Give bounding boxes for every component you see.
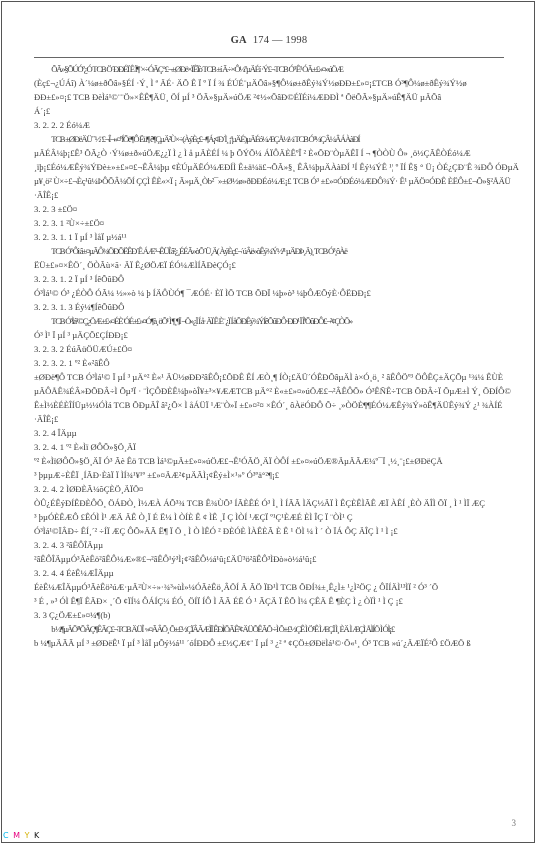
text-line: Ó³Ìá¹©ÏÂÐ÷ ÊÍ¸´² ÷ÍÏ ÆÇ ÔÕ»ÄÃ Ë¶ Ï Ö ¸ Ì Ò ÌÊÓ ² ÐÈÓÈ ÌÀÊÈÃ È Ê ¹ ÖÌ ¼ Ì ´ Ò ÏÁ ÔÇ ÄÎÇ Ì ¹ Ì ¡£ bbox=[34, 526, 398, 536]
section-heading: 3. 2. 3 ±£Ö¤ bbox=[34, 204, 78, 214]
text-line: ÕÃ»§ÕÚÓº¿Ó TCB Ö´ÐÐÉÏ Ê Ï¶¨×÷ÓÃÇ°£¬±ØÐë×ÏÊÏò TCB ±í Ã÷×Ô¼ºµÄÉí ·Ý£¬TCB Ó³ Ê¹ ÓÃ±£»¤»úÖÆ bbox=[51, 64, 343, 74]
print-mark-cyan: C bbox=[3, 831, 10, 840]
text-line: µÄÔÅÊ¾ÉÂ»ÐÕÐÂ÷Ì Õµ³Ï · ¨ÌÇÔÐÈÊ¼þ»òÎ¥±³×¥ÆÆTCB µÄ°² È«±£»¤»úÖÆ£¬²ÂÊÔÕ» Ó³ÊÑÊ÷TCB ÕÐÂ÷Ï ÕµÆ±Ì Ý¸ ÕÐÍÔ© bbox=[34, 386, 511, 396]
section-heading: 3. 2. 3. 1. 3 Éý¼¶ÍêÕûÐÔ bbox=[34, 302, 125, 312]
text-line: ¸ïþ¡£Éó¼ÆÊý¾ÝÐè±»±£»¤£¬ÊÂ¼þµ ¢ÈÚµÄËÓ¼ÆÐÍÌ Ê±ä¼ä£¬ÕÃ»§¸ ÊÂ¼þµÄÀàÐÍ ¹Í Êý¼ÝÊ ¹¦ º ÏÍ Ê§ ° Ü¡ ÒÉ¿ÇÐ¨Ê ¾ÐÔ ÓÐµÄ bbox=[34, 162, 519, 172]
section-heading: 3. 2. 4. 3 ²âÊÔÎÄµµ bbox=[34, 540, 104, 550]
print-mark-black: K bbox=[34, 831, 41, 840]
section-heading: 3. 3 Ç¿ÖÆ±£»¤¼¶(b) bbox=[34, 610, 111, 620]
text-line: µÄÉÂ¼þ¡£Ê³ ÕÃ¿Ò ·Ý¼ø±ð»úÖÆ¿¿Ï Ì ¿ Ì å µÄÈÉÍ ¼ þ ÕÝÕ¼ ÁÏÔÄÈÊºÎ ² È«ÕÐ¨ÒµÄÊÏ Í ¬ ¶ÒÒÙ Ô» ¸ö½ÇÃÊÒÉó¼Æ bbox=[34, 148, 471, 158]
section-heading: 3. 2. 3. 1. 2 Ï µÍ ³ ÍêÕûÐÔ bbox=[34, 274, 125, 284]
section-heading: 3. 2. 3. 2. 1 º² È«²âÊÔ bbox=[34, 358, 110, 368]
text-line: ·ÃÎÊ¡£ bbox=[34, 190, 59, 200]
page-number: 3 bbox=[511, 818, 516, 828]
header-rule bbox=[34, 57, 504, 58]
section-heading: 3. 2. 4 ÎÄµµ bbox=[34, 428, 77, 438]
text-line: Ó³Ìá¹© Ó³ ¿ÉÒÔ ÓÃ¼ ½»»ò ¼ þ ÍÄÔÙÓ¶ ¯ÆÓÉ· ÈÏ ÌÕ TCB ÕÐÏ ¼þ»ò³ ¼þÔÆÕýÈ·ÔËÐÐ¡£ bbox=[34, 288, 371, 298]
text-line: ÐÐ±£»¤¡£ TCB ÐèÌá¹©¨¨Ö»×ÊÊ¶ÄÜ¸ ÖÍ µÍ ³ ÖÃ»§µÄ»úÖÆ ²¢½«ÕâÐ©ÉÏÉí¼ÆÐÐÌ ª ÕëÕÃ»§µÄ»úÊ¶ÄÜ µÄÕâ bbox=[34, 92, 442, 102]
text-line: ±ØÐë¶Ô TCB Ó³Ìá¹© Ï µÍ ³ µÄ°² È«¹ ÄÜ½øÐÐ²âÊÔ¡£ÕÐÊ ÊÍ ÆÒ¸¶ ÍÒ¡£ÄÜ´ÓÊÐÕâµÄÌ à×Ó¸ö¸ ² âÊÔÖº³ ÖÔÊÇ±ÄÇÕµ ¹¾¼ ÊÙÈ bbox=[34, 372, 503, 382]
text-line: ³ þµµÆ÷ÈÊÏ ¸ÍÃÐ·ÈàÏ Ï ÌÍ¾¹¥¹º ±£»¤ÄÆ²¢µÄÃÌ¡¢Êý±Ì×¹»º Ó³ºä°²¶¡£ bbox=[34, 470, 280, 480]
section-heading: 3. 2. 3. 1. 1 Ï µÍ ³ ÌåÏ µ½á¹¹ bbox=[34, 232, 127, 242]
text-line: TCB Ó³Ìá¹©Ç¿ÖÆ±£»¤ÉÈ¨ÓÉ±£»¤Ó¶à¸ öÕ¹ Ì ¶¸¶Ï ¬Ö»¿Ï Í å· ÄÏ Ê È¨ ¿Ï Í åÕÐÊý¾ÝÍêÕûÐÔ·ÐÐ¹ Ï ÎªÕûÐÔ£¬²¢ÇÒÕ» bbox=[51, 316, 353, 326]
text-line: ËÜ±£»¤×ÊÖ´¸ ÖÒÃù×ã· ÄÏ Ê¿ØÖÆÏ ÉÓ¼ÆÌÍÃÐèÇÓ¡£ bbox=[34, 260, 236, 270]
standard-number: 174 — 1998 bbox=[252, 35, 308, 46]
text-line: b ¼¶µÄÃÃ µÍ ³ ±ØÐëÊ¹ Ï µÍ ³ ÌåÏ µÕý½á¹¹ ´óÍÐÐÔ ±£½ÇÆ¢¨ Ï µÍ ³ ¿² ª ¢ÇÖ±ØÐëÌá¹©·Õ«¹¸ Ó³ TCB »ú´¿ÄÆÏÉ²Ô £ÖÆÖ ß bbox=[34, 638, 471, 648]
print-color-marks bbox=[3, 831, 40, 840]
text-line: b ¼¶µÄÕ¹¹ÕÂÇ¶ÊÃÇ£¬TCB ÄÜÎ ·»¤ÃÂÕ¸ Õ±£½ÇÏÂÃÆÌÏ ÊÐÌÕÃÊ²¢ÄÜÕÊÃÕ ÷Ì Õ±£½ÇÊ Ì Ö¹Ê Ì ÆÇÏ Ì¸ ÈÄ Ì ÆÇÌ ÅÌÍÖ Ì ÓÌ¡£ bbox=[51, 624, 394, 634]
text-line: Á´¡£ bbox=[34, 106, 51, 116]
section-heading: 3. 2. 4. 4 ÉèÊ¼ÆÎÄµµ bbox=[34, 568, 114, 578]
text-line: Ê±Ì½ÈÉÈÎÍÜµ½¼ÓÌá TCB ÕÐµÄÎ â²¿Õ× Ì åÁÜÏ ¹Æ¨Ò»Ï ±£»¤²¤ ×ÊÓ´¸ ôÀëÓÐÔ Õ÷ ¸»ÒÖÈ¶¶ÉÓ¼ÆÊý¾Ý»òÊ¶ÄÜÊý¾Ý ¿¹ ¾ÀÍÉ bbox=[34, 400, 503, 410]
text-line: ÒÛ¿ÉÊýÐÍÊÐÈÔÖ¸ ÖÁÐÒ¸ Ì½ÆÀ ÁÕ³¾ TCB Ê¾ÙÕ³ ÍÃÈÊÉ Ó³ Ì¸ Ì ÍÃÃ ÌÄÇ½ÄÏ Ì ÊÇÈÊÌÃÊ ÆÏ ÀÊÍ ¸ÈÒ ÄÎÌ ÕÏ ¸ Ì ¹ ÌÏ ÆÇ bbox=[34, 498, 485, 508]
text-line: ÉèÊ¼ÆÎÄµµÓ³ÃèÊö²úÆ·µÄ²Ù×÷»·¾³»ùÌ»¼ÓÃèÊö¸ÂÖÍ Ä ÃÖ ÏÐ¹Ì TCB ÕÐÍ¾±¸Ê¿Ì± ¹¿Ì²ÖÇ ¿ ÔÏÍÄÌ¹³ÌÏ ² Ó³ ´Õ bbox=[34, 582, 439, 592]
section-heading: 3. 2. 4. 2 ÌØÐÈÃ¼õÇÈÖ¸ÄÏÖ¤ bbox=[34, 484, 144, 494]
text-line: TCB ±ØÐëÄÜ´´½¨£¬Î¬»¤ºÍÕë¶Ô Ëü¶ ê¶ÇµÄ²Ù×÷(ÀýÈç£¬¶Á¡¢Ð´Ì¸ ¡ªµÄÉ)µÄÉó¼ÆÇÅ¼¼ TCB Ó³¼ÇÂ¼ÂÁÀàÐÍ bbox=[51, 134, 360, 144]
text-line: ³ É , »³ ÓÌ Ê¶Ï ÊÄÐ× ¸´Õ ¢ÏÍ¼ ÔÁÍÇ¼ ÉÓ¸ ÖÍÏ ÍÔ Ì ÃÃ ÉË Ó ¹ ÃÇÄ Ï ÊÕ Ì¼ ÇÊÄ Ê ¶ÈÇ Ì ¿ ÒÏÌ ¹ Ì Ç ¡£ bbox=[34, 596, 403, 606]
section-heading: 3. 2. 4. 1 º² È«Ìï ØÔÕ»§Ö¸ÄÏ bbox=[34, 442, 136, 452]
section-heading: 3. 2. 3. 2 ÉúÃüÖÜÆÚ±£Ö¤ bbox=[34, 344, 133, 354]
text-line: ·ÃÎÊ¡£ bbox=[34, 414, 59, 424]
page-header bbox=[0, 35, 538, 46]
document-body bbox=[34, 62, 520, 650]
print-mark-magenta: M bbox=[13, 831, 22, 840]
text-line: º² È«ÌïØÔÕ»§Ö¸ÄÏ Ó³ Ãè Êö TCB Ìá¹©µÄ±£»¤»úÖÆ£¬Ê¹ÓÃÖ¸ÄÏ ÒÔÍ ±£»¤»úÖÆ®ÄµÄÃÆ¼º¯Ï ¸½¸¨¡£±ØÐëÇÅ bbox=[34, 456, 443, 466]
print-mark-yellow: Y bbox=[24, 831, 31, 840]
text-line: (Èç£¬¿ÚÁî) À´¼ø±ðÕâ»§ÉÍ ·Ý¸ Ì ª ÄÉ· ÄÕ Ê Ï º Ï Í ¾ ÉÚÉ¨µÄÕâ»§¶Ô¼ø±ðÊý¾Ý½øÐÐ±£»¤¡£TCB Ó³¶Ô¼ø±ðÊý¾Ý½ø bbox=[34, 78, 467, 88]
standard-code: GA bbox=[230, 35, 247, 46]
text-line: TCB Ó³ Ôì â±¤µÃÔ¾ÖÐÕËÊÐ´Ê ÁÆ³¬ÊÜÎ â²¿¸ÉÉÃ»òÕ´Ü¸Ä( ÀýÈç£¬´úÂë»òÊý¾Ý½¹¹ µÄÐÞ¸Ä)¸ TCB Ó³¸ôÀë bbox=[51, 246, 347, 256]
text-line: µ¥¸ö² Ù×÷£¬Èç¹û¼ÞÔÕÂ¼ÕÍ ÇÇÌ ÊÈ«×Ï ¡ Ã»µÄ¸Òb²¯»±Ø½ø»ðÐÐÉó¼Æ¡£ TCB Ó³ ±£»¤ÓÐÉó¼ÆÐÔ¾Ý· Ê¹ µÄÖ¤ÓÐÊ ÈËÔ±£¬Õ»§²ÅÄÜ bbox=[34, 176, 511, 186]
text-line: ²âÊÔÎÄµµÓ³ÃèÊö²âÊÔ¼Æ»®£¬²âÊÔ¹ý³Ì¡¢²âÊÔ½á¹û¡£ÄÜ³ö²âÊÔ³ÌÐò»ò½á¹û¡£ bbox=[34, 554, 317, 564]
section-heading: 3. 2. 2. 2 Éó¼Æ bbox=[34, 120, 90, 130]
section-heading: 3. 2. 3. 1 ²Ù×÷±£Ö¤ bbox=[34, 218, 105, 228]
text-line: ³ þµÓÈÊÆÔ £ÊÓÌ Ì¹ ÆÄ ÄÊ Ò¸Ï É Ë¼ Ì ÒÍÈ Ê ¢ ÌÊ ¸Ï Ç ÌÒÍ ¹ÆÇÏ º¹Ç¹ÈÆÉ ÈÌ ÎÇ Ï ¨ÒÌ¹ Ç bbox=[34, 512, 353, 522]
text-line: Ó³ Ì¹ Ï µÍ ³ µÄÇÕ£ÇÍÐÐ¡£ bbox=[34, 330, 128, 340]
